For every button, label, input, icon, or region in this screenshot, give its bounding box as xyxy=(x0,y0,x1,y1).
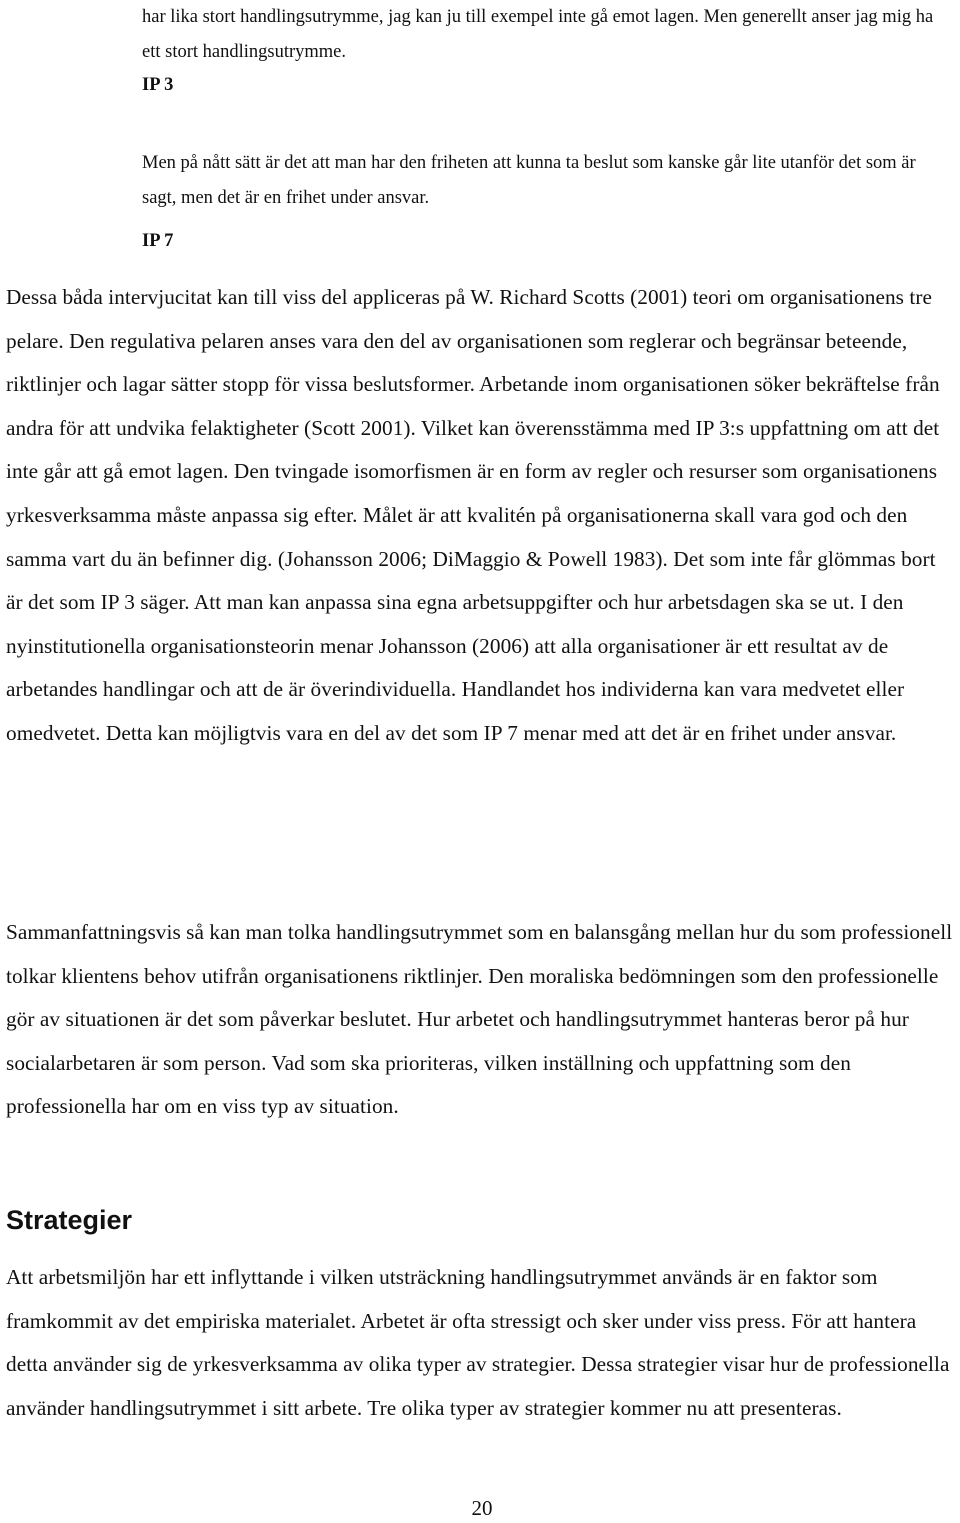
section-paragraph: Att arbetsmiljön har ett inflyttande i vilken utsträckning handlingsutrymmet används är en faktor som framkommit av det empiriska materialet. Arbetet är ofta stressigt och sker under viss press. För att hantera detta använder sig de yrkesverksamma av olika typer av strategier. Dessa strategier visar hur de professionella använder handlingsutrymmet i sitt arbete. Tre olika typer av strategier kommer nu att presenteras. xyxy=(6,1265,950,1420)
interview-quote-2: Men på nått sätt är det att man har den friheten att kunna ta beslut som kanske går lite utanför det som är sagt, men det är en frihet under ansvar. xyxy=(142,153,916,208)
section-heading: Strategier xyxy=(6,1205,133,1235)
interview-speaker-label-1: IP 3 xyxy=(142,75,174,95)
interview-speaker-label-2: IP 7 xyxy=(142,231,174,251)
body-paragraph-1: Dessa båda intervjucitat kan till viss del appliceras på W. Richard Scotts (2001) teori om organisationens tre pelare. Den regulativa pelaren anses vara den del av organisationen som reglerar och begränsar beteende, riktlinjer och lagar sätter stopp för vissa beslutsformer. Arbetande inom organisationen söker bekräftelse från andra för att undvika felaktigheter (Scott 2001). Vilket kan överensstämma med IP 3:s uppfattning om att det inte går att gå emot lagen. Den tvingade isomorfismen är en form av regler och resurser som organisationens yrkesverksamma måste anpassa sig efter. Målet är att kvalitén på organisationerna skall vara god och den samma vart du än befinner dig. (Johansson 2006; DiMaggio & Powell 1983). Det som inte får glömmas bort är det som IP 3 säger. Att man kan anpassa sina egna arbetsuppgifter och hur arbetsdagen ska se ut. I den nyinstitutionella organisationsteorin menar Johansson (2006) att alla organisationer är ett resultat av de arbetandes handlingar och att de är överindividuella. Handlandet hos individerna kan vara medvetet eller omedvetet. Detta kan möjligtvis vara en del av det som IP 7 menar med att det är en frihet under ansvar. xyxy=(6,285,940,745)
body-paragraph-2: Sammanfattningsvis så kan man tolka handlingsutrymmet som en balansgång mellan hur du som professionell tolkar klientens behov utifrån organisationens riktlinjer. Den moraliska bedömningen som den professionelle gör av situationen är det som påverkar beslutet. Hur arbetet och handlingsutrymmet hanteras beror på hur socialarbetaren är som person. Vad som ska prioriteras, vilken inställning och uppfattning som den professionella har om en viss typ av situation. xyxy=(6,920,953,1119)
page-number: 20 xyxy=(471,1496,493,1520)
interview-quote-1: har lika stort handlingsutrymme, jag kan ju till exempel inte gå emot lagen. Men generellt anser jag mig ha ett stort handlingsutrymme. xyxy=(142,7,934,62)
